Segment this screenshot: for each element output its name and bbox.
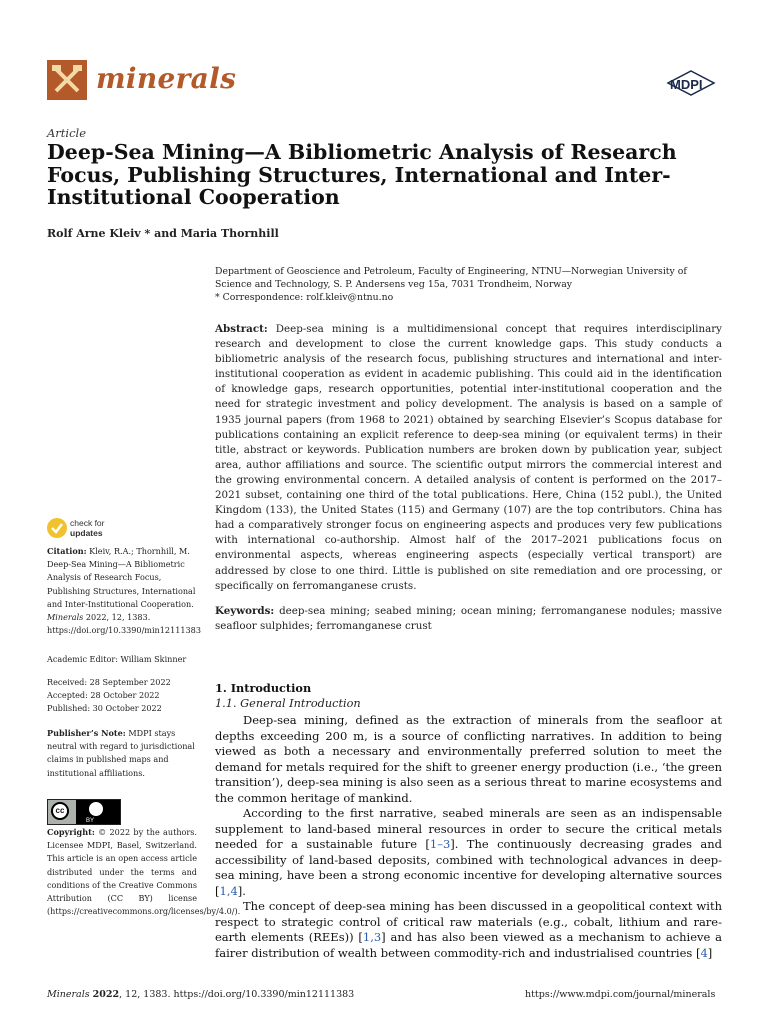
publisher-note-label: Publisher’s Note: bbox=[47, 728, 126, 738]
check-for-updates-button[interactable] bbox=[70, 519, 105, 538]
footer-year: 2022 bbox=[92, 989, 120, 1000]
citation-volume[interactable]: 2022, 12, 1383. https://doi.org/10.3390/min12111383 bbox=[47, 612, 201, 636]
by-badge bbox=[76, 800, 120, 824]
publisher-name: MDPI bbox=[670, 77, 703, 92]
abstract-text: Deep-sea mining is a multidimensional concept that requires interdisciplinary research and development to close the current knowledge gaps. This study conducts a bibliometric analysis of the research focus, publishing structures and international and inter-institutional cooperation as evident in academic publishing. This could aid in the identification of knowledge gaps, research opportunities, potential inter-institutional cooperation and the need for strategic investment and policy development. The analysis is based on a sample of 1935 journal papers (from 1968 to 2021) obtained by searching Elsevier’s Scopus database for publications containing an explicit reference to deep-sea mining (or equivalent terms) in their title, abstract or keywords. Publication numbers are broken down by publication year, subject area, author affiliations and source. The scientific output mirrors the commercial interest and the growing environmental concern. A detailed analysis of content is performed on the 2017–2021 subset, containing one third of the total publications. Here, China (152 publ.), the United Kingdom (133), the United States (115) and Germany (107) are the top contributors. China has had a comparatively stronger focus on engineering aspects and produces very few publications with international co-authorship. Almost half of the 2017–2021 publications focus on environmental aspects, whereas engineering aspects (especially vertical transport) are addressed by close to one third. Little is published on site remediation and ore processing, or specifically on ferromanganese crusts. bbox=[215, 323, 722, 592]
journal-logo-icon bbox=[47, 60, 87, 100]
citation-journal: Minerals bbox=[47, 612, 84, 623]
paragraph-2: According to the first narrative, seabed minerals are seen as an indispensable supplement to land-based mineral resources in order to secure the critical metals needed for a sustainable future [1–3]. The continuously decreasing grades and accessibility of land-based deposits, combined with technological advances in deep-sea mining, have been a strong economic incentive for developing alternative sources [1,4]. bbox=[215, 806, 722, 898]
accepted-date: Accepted: 28 October 2022 bbox=[47, 690, 160, 701]
affiliation bbox=[215, 265, 725, 304]
footer-citation bbox=[47, 989, 354, 1000]
cc-by-license-icon[interactable] bbox=[47, 799, 121, 825]
citation-label: Citation: bbox=[47, 546, 87, 556]
abstract-label: Abstract: bbox=[215, 323, 268, 335]
published-date: Published: 30 October 2022 bbox=[47, 703, 162, 714]
journal-name: minerals bbox=[96, 62, 237, 95]
footer-doi[interactable]: , 12, 1383. https://doi.org/10.3390/min12111383 bbox=[119, 989, 355, 1000]
publisher-note bbox=[47, 727, 197, 780]
body-text bbox=[215, 713, 722, 961]
citation-link[interactable]: 4 bbox=[700, 945, 708, 960]
author-list: Rolf Arne Kleiv * and Maria Thornhill bbox=[47, 227, 279, 240]
check-line2: updates bbox=[70, 527, 103, 538]
person-icon bbox=[89, 802, 103, 816]
abstract bbox=[215, 322, 722, 594]
footer-journal: Minerals bbox=[47, 989, 90, 1000]
check-for-updates-icon[interactable] bbox=[47, 518, 67, 538]
affiliation-line: Department of Geoscience and Petroleum, Faculty of Engineering, NTNU—Norwegian University of Science and Technology, S. P. Andersens veg 15a, 7031 Trondheim, Norway bbox=[215, 266, 687, 290]
paragraph-3: The concept of deep-sea mining has been discussed in a geopolitical context with respect to strategic control of critical raw materials (e.g., cobalt, lithium and rare-earth elements (REEs)) [1,3] and has also been viewed as a mechanism to achieve a fairer distribution of wealth between commodity-rich and industrialised countries [4] bbox=[215, 899, 722, 960]
citation-block bbox=[47, 545, 201, 637]
citation-link[interactable]: 1–3 bbox=[429, 837, 451, 851]
by-label: BY bbox=[86, 818, 95, 824]
received-date: Received: 28 September 2022 bbox=[47, 677, 171, 687]
academic-editor: Academic Editor: William Skinner bbox=[47, 654, 187, 664]
dates-block bbox=[47, 676, 197, 716]
cc-icon: cc bbox=[51, 802, 69, 820]
paragraph-1: Deep-sea mining, defined as the extraction of minerals from the seafloor at depths exceeding 200 m, is a source of conflicting narratives. In addition to being viewed as both a necessary and environmentally preferred solution to meet the demand for metals required for the shift to greener energy production (i.e., ‘the green transition’), deep-sea mining is also seen as a serious threat to marine ecosystems and the common heritage of mankind. bbox=[215, 713, 722, 805]
article-type: Article bbox=[47, 126, 87, 140]
footer-url[interactable]: https://www.mdpi.com/journal/minerals bbox=[525, 989, 716, 1000]
keywords-label: Keywords: bbox=[215, 605, 275, 617]
copyright-label: Copyright: bbox=[47, 827, 95, 837]
citation-link[interactable]: 1,4 bbox=[219, 883, 238, 898]
article-title: Deep-Sea Mining—A Bibliometric Analysis of Research Focus, Publishing Structures, International and Inter-Institutional Cooperation bbox=[47, 140, 677, 209]
keywords-text: deep-sea mining; seabed mining; ocean mining; ferromanganese nodules; massive seafloor sulphides; ferromanganese crust bbox=[215, 605, 722, 633]
publisher-note-text: MDPI stays neutral with regard to jurisdictional claims in published maps and institutional affiliations. bbox=[47, 728, 195, 778]
citation-link[interactable]: 1,3 bbox=[362, 930, 382, 944]
section-heading: 1. Introduction bbox=[215, 681, 312, 695]
keywords bbox=[215, 604, 722, 634]
check-line1: check for bbox=[70, 518, 105, 528]
subsection-heading: 1.1. General Introduction bbox=[215, 697, 361, 710]
citation-text: Kleiv, R.A.; Thornhill, M. Deep-Sea Mining—A Bibliometric Analysis of Research Focus, Publishing Structures, International and Inter-Institutional Cooperation. bbox=[47, 546, 196, 609]
correspondence: * Correspondence: rolf.kleiv@ntnu.no bbox=[215, 292, 394, 303]
copyright-text: © 2022 by the authors. Licensee MDPI, Basel, Switzerland. This article is an open access article distributed under the terms and conditions of the Creative Commons Attribution (CC BY) license (https://creativecommons.org/licenses/by/4.0/). bbox=[47, 827, 241, 917]
